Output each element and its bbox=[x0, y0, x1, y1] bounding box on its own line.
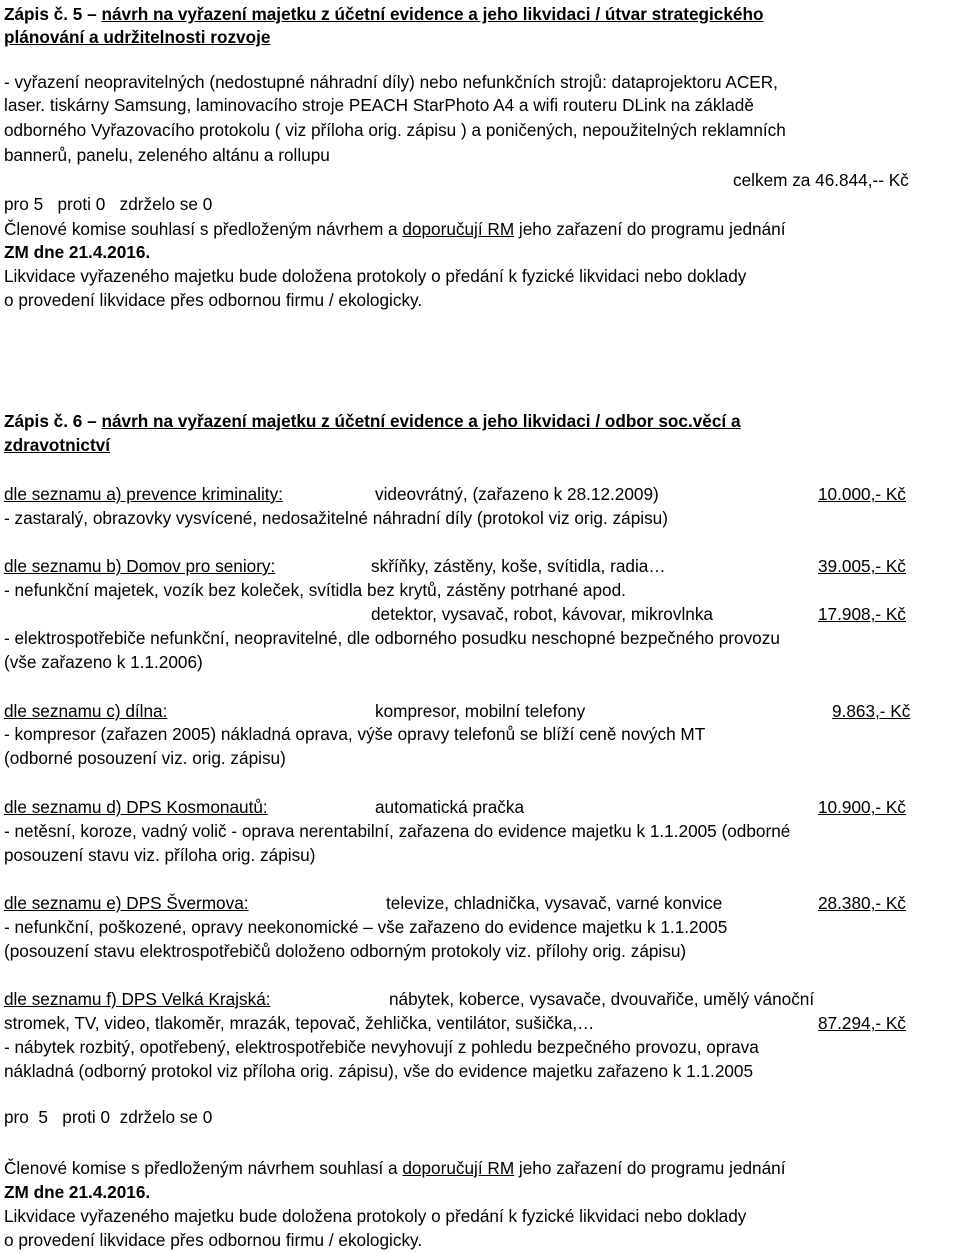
list-e-amount: 28.380,- Kč bbox=[818, 893, 906, 913]
list-d-note: - netěsní, koroze, vadný volič - oprava nerentabilní, zařazena do evidence majetku k 1.1.2005 (odborné bbox=[4, 821, 791, 841]
section6-title: Zápis č. 6 – návrh na vyřazení majetku z účetní evidence a jeho likvidaci / odbor soc.věcí a bbox=[4, 411, 741, 431]
section5-title: Zápis č. 5 – návrh na vyřazení majetku z účetní evidence a jeho likvidaci / útvar strategického bbox=[4, 4, 764, 24]
list-c-note2: (odborné posouzení viz. orig. zápisu) bbox=[4, 748, 286, 768]
section5-recommendation bbox=[4, 217, 786, 241]
list-f-label: dle seznamu f) DPS Velká Krajská: bbox=[4, 989, 271, 1009]
section6-liquidation-line2: o provedení likvidace přes odbornou firmu / ekologicky. bbox=[4, 1230, 423, 1250]
list-f-items2: stromek, TV, video, tlakoměr, mrazák, tepovač, žehlička, ventilátor, sušička,… bbox=[4, 1013, 595, 1033]
section6-label: Zápis č. 6 bbox=[4, 411, 83, 431]
section6-liquidation-line1: Likvidace vyřazeného majetku bude doložena protokoly o předání k fyzické likvidaci nebo doklady bbox=[4, 1206, 747, 1226]
list-f-note: - nábytek rozbitý, opotřebený, elektrospotřebiče nevyhovují z pohledu bezpečného provozu, oprava bbox=[4, 1037, 759, 1057]
list-e-items: televize, chladnička, vysavač, varné konvice bbox=[386, 893, 723, 913]
list-f-note2: nákladná (odborný protokol viz příloha orig. zápisu), vše do evidence majetku zařazeno k 1.1.2005 bbox=[4, 1061, 754, 1081]
section6-date: ZM dne 21.4.2016. bbox=[4, 1182, 151, 1202]
list-b-label: dle seznamu b) Domov pro seniory: bbox=[4, 556, 276, 576]
list-b-amount2: 17.908,- Kč bbox=[818, 604, 906, 624]
rec-link-rm: doporučují RM bbox=[402, 1158, 515, 1178]
list-b-amount: 39.005,- Kč bbox=[818, 556, 906, 576]
list-b-note2: - elektrospotřebiče nefunkční, neopravitelné, dle odborného posudku neschopné bezpečného provozu bbox=[4, 628, 780, 648]
section5-liquidation-line1: Likvidace vyřazeného majetku bude doložena protokoly o předání k fyzické likvidaci nebo doklady bbox=[4, 266, 747, 286]
section6-vote: pro 5 proti 0 zdrželo se 0 bbox=[4, 1107, 213, 1127]
section5-title-line2: plánování a udržitelnosti rozvoje bbox=[4, 27, 271, 47]
list-a-amount: 10.000,- Kč bbox=[818, 484, 906, 504]
section6-recommendation bbox=[4, 1156, 786, 1180]
section6-title-text: návrh na vyřazení majetku z účetní evidence a jeho likvidaci / odbor soc.věcí a bbox=[101, 411, 741, 431]
list-a-note: - zastaralý, obrazovky vysvícené, nedosažitelné náhradní díly (protokol viz orig. zápisu) bbox=[4, 508, 668, 528]
rec-text-post: jeho zařazení do programu jednání bbox=[514, 219, 786, 239]
list-f-items: nábytek, koberce, vysavače, dvouvařiče, umělý vánoční bbox=[389, 989, 815, 1009]
section6-title-line2: zdravotnictví bbox=[4, 435, 111, 455]
list-d-amount: 10.900,- Kč bbox=[818, 797, 906, 817]
list-a-items: videovrátný, (zařazeno k 28.12.2009) bbox=[375, 484, 659, 504]
list-e-note: - nefunkční, poškozené, opravy neekonomické – vše zařazeno do evidence majetku k 1.1.2005 bbox=[4, 917, 728, 937]
list-c-amount: 9.863,- Kč bbox=[832, 701, 911, 721]
list-e-label: dle seznamu e) DPS Švermova: bbox=[4, 893, 249, 913]
list-d-note2: posouzení stavu viz. příloha orig. zápisu) bbox=[4, 845, 316, 865]
list-e-note2: (posouzení stavu elektrospotřebičů doloženo odborným protokoly viz. přílohy orig. zápisu) bbox=[4, 941, 687, 961]
list-a-label: dle seznamu a) prevence kriminality: bbox=[4, 484, 283, 504]
section5-para-line1: - vyřazení neopravitelných (nedostupné náhradní díly) nebo nefunkčních strojů: dataprojektoru ACER, bbox=[4, 72, 778, 92]
section5-label: Zápis č. 5 bbox=[4, 4, 83, 24]
list-b-note: - nefunkční majetek, vozík bez koleček, svítidla bez krytů, zástěny potrhané apod. bbox=[4, 580, 626, 600]
list-b-note2b: (vše zařazeno k 1.1.2006) bbox=[4, 652, 203, 672]
rec-text-post: jeho zařazení do programu jednání bbox=[514, 1158, 786, 1178]
rec-text: Členové komise s předloženým návrhem souhlasí a bbox=[4, 1158, 403, 1178]
rec-text: Členové komise souhlasí s předloženým návrhem a bbox=[4, 219, 403, 239]
list-c-note: - kompresor (zařazen 2005) nákladná oprava, výše opravy telefonů se blíží ceně nových MT bbox=[4, 724, 706, 744]
section5-para-line4: bannerů, panelu, zeleného altánu a rollupu bbox=[4, 145, 330, 165]
section5-vote: pro 5 proti 0 zdrželo se 0 bbox=[4, 194, 213, 214]
section5-liquidation-line2: o provedení likvidace přes odbornou firmu / ekologicky. bbox=[4, 290, 423, 310]
list-f-amount: 87.294,- Kč bbox=[818, 1013, 906, 1033]
list-b-items2: detektor, vysavač, robot, kávovar, mikrovlnka bbox=[371, 604, 713, 624]
section5-para-line2: laser. tiskárny Samsung, laminovacího stroje PEACH StarPhoto A4 a wifi routeru DLink na základě bbox=[4, 95, 754, 115]
section5-date: ZM dne 21.4.2016. bbox=[4, 242, 151, 262]
list-d-items: automatická pračka bbox=[375, 797, 525, 817]
section5-title-text: návrh na vyřazení majetku z účetní evidence a jeho likvidaci / útvar strategického bbox=[101, 4, 764, 24]
list-b-items: skříňky, zástěny, koše, svítidla, radia… bbox=[371, 556, 666, 576]
list-c-items: kompresor, mobilní telefony bbox=[375, 701, 586, 721]
section5-para-line3: odborného Vyřazovacího protokolu ( viz příloha orig. zápisu ) a poničených, nepoužitelných reklamních bbox=[4, 120, 786, 140]
list-d-label: dle seznamu d) DPS Kosmonautů: bbox=[4, 797, 268, 817]
list-c-label: dle seznamu c) dílna: bbox=[4, 701, 168, 721]
section5-total: celkem za 46.844,-- Kč bbox=[733, 170, 909, 190]
rec-link-rm: doporučují RM bbox=[402, 219, 515, 239]
